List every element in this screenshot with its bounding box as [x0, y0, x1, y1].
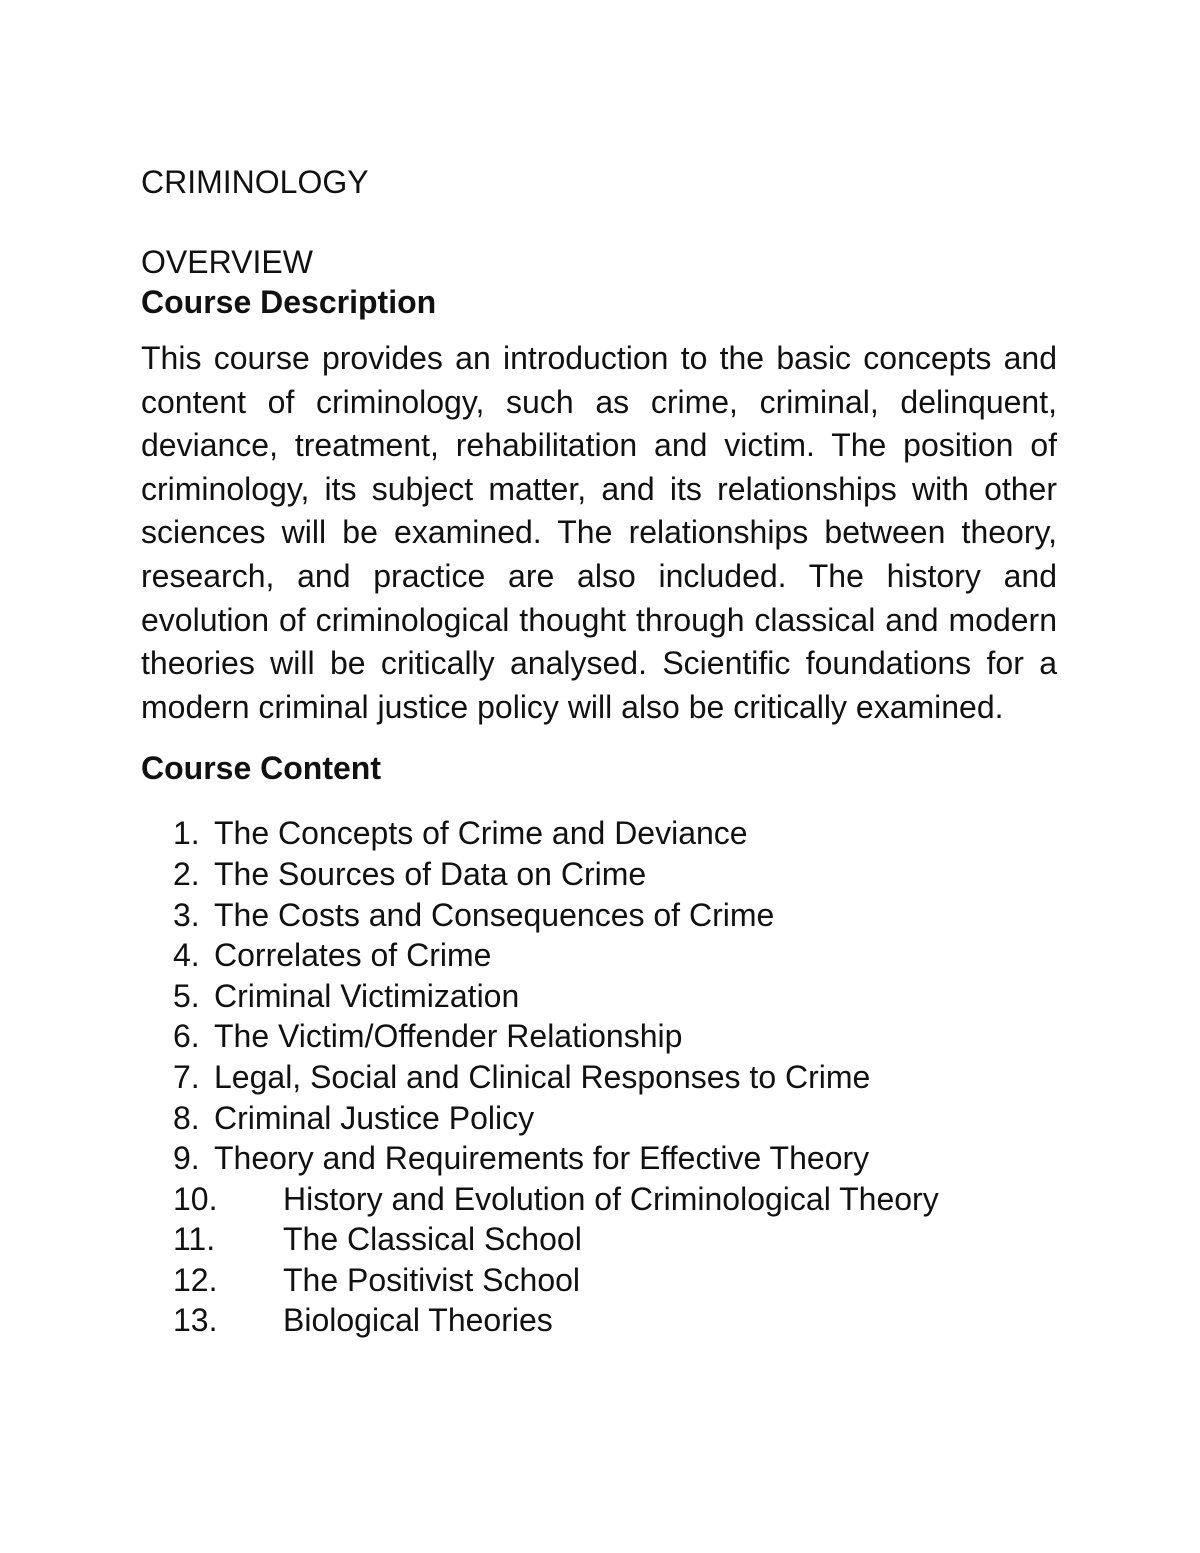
course-content-item: [141, 1016, 1057, 1057]
item-text: The Sources of Data on Crime: [214, 855, 647, 892]
item-text: Theory and Requirements for Effective Theory: [214, 1140, 870, 1177]
item-number: 8.: [173, 1099, 200, 1136]
item-number: 5.: [173, 977, 200, 1014]
course-content-item: [141, 1300, 1057, 1341]
item-text: Correlates of Crime: [214, 937, 492, 974]
course-content-list: [141, 813, 1057, 1341]
item-number: 13.: [173, 1302, 218, 1339]
item-number: 9.: [173, 1140, 200, 1177]
item-number: 7.: [173, 1058, 200, 1095]
course-content-item: [141, 854, 1057, 895]
document-title: CRIMINOLOGY: [141, 164, 369, 200]
item-number: 12.: [173, 1261, 218, 1298]
course-description-paragraph: This course provides an introduction to the basic concepts and content of criminology, such as crime, criminal, delinquent, deviance, treatment, rehabilitation and victim. The position of criminology, its subject matter, and its relationships with other sciences will be examined. The relationships between theory, research, and practice are also included. The history and evolution of criminological thought through classical and modern theories will be critically analysed. Scientific foundations for a modern criminal justice policy will also be critically examined.: [141, 340, 1057, 725]
course-content-item: [141, 1098, 1057, 1139]
overview-label: OVERVIEW: [141, 244, 313, 280]
item-text: Criminal Justice Policy: [214, 1099, 535, 1136]
item-number: 3.: [173, 896, 200, 933]
item-text: History and Evolution of Criminological Theory: [283, 1180, 939, 1217]
course-content-item: [141, 935, 1057, 976]
item-text: Legal, Social and Clinical Responses to Crime: [214, 1058, 871, 1095]
course-content-item: [141, 976, 1057, 1017]
item-text: The Positivist School: [283, 1261, 581, 1298]
course-content-item: [141, 1138, 1057, 1179]
item-text: Biological Theories: [283, 1302, 553, 1339]
item-number: 10.: [173, 1180, 218, 1217]
item-number: 11.: [173, 1221, 216, 1258]
item-text: The Concepts of Crime and Deviance: [214, 815, 748, 852]
course-description-heading: Course Description: [141, 284, 437, 320]
item-text: The Victim/Offender Relationship: [214, 1018, 683, 1055]
item-number: 4.: [173, 937, 200, 974]
course-content-item: [141, 813, 1057, 854]
item-number: 1.: [173, 815, 200, 852]
course-content-item: [141, 1260, 1057, 1301]
course-content-heading: Course Content: [141, 750, 381, 787]
course-content-item: [141, 1219, 1057, 1260]
item-number: 6.: [173, 1018, 200, 1055]
item-number: 2.: [173, 855, 200, 892]
course-content-item: [141, 1179, 1057, 1220]
document-body: [141, 160, 1057, 1341]
item-text: The Classical School: [283, 1221, 582, 1258]
item-text: The Costs and Consequences of Crime: [214, 896, 775, 933]
course-content-item: [141, 1057, 1057, 1098]
course-content-item: [141, 895, 1057, 936]
item-text: Criminal Victimization: [214, 977, 520, 1014]
